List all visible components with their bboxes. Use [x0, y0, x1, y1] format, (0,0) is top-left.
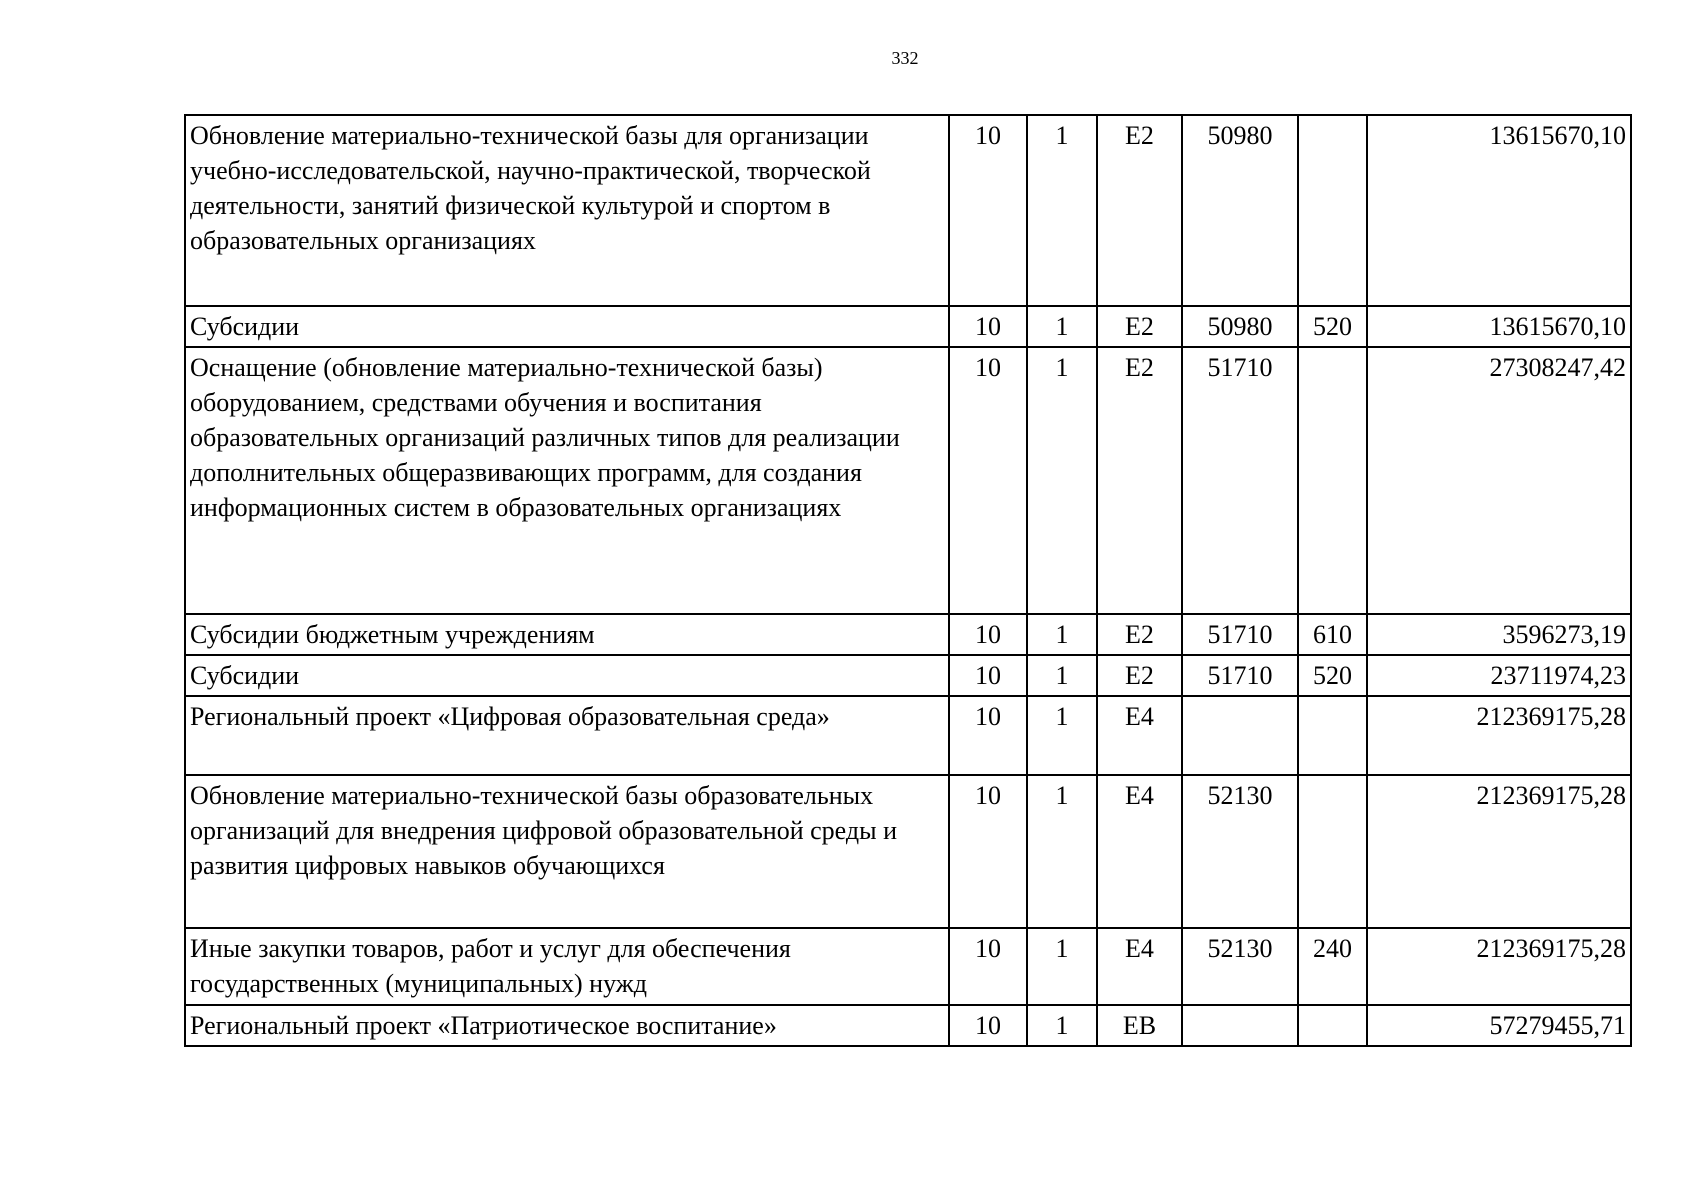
table-row	[185, 614, 1631, 655]
cell-section: 10	[949, 347, 1027, 614]
cell-subsection: 1	[1027, 306, 1097, 347]
cell-section: 10	[949, 614, 1027, 655]
cell-direction-code	[1182, 696, 1298, 775]
cell-direction-code: 52130	[1182, 928, 1298, 1005]
cell-program-code: E4	[1097, 775, 1182, 928]
table-row	[185, 306, 1631, 347]
row-name: Обновление материально-технической базы для организации учебно-исследовательской, научно-практической, творческой деятельности, занятий физической культурой и спортом в образовательных организациях	[185, 115, 949, 306]
row-name: Иные закупки товаров, работ и услуг для обеспечения государственных (муниципальных) нужд	[185, 928, 949, 1005]
cell-expense-type: 610	[1298, 614, 1367, 655]
cell-section: 10	[949, 928, 1027, 1005]
cell-direction-code: 51710	[1182, 655, 1298, 696]
cell-subsection: 1	[1027, 115, 1097, 306]
cell-program-code: E2	[1097, 655, 1182, 696]
cell-amount: 212369175,28	[1367, 696, 1631, 775]
cell-subsection: 1	[1027, 696, 1097, 775]
table-row	[185, 347, 1631, 614]
cell-section: 10	[949, 775, 1027, 928]
cell-amount: 212369175,28	[1367, 928, 1631, 1005]
row-name: Субсидии	[185, 655, 949, 696]
page-number: 332	[891, 48, 919, 68]
cell-subsection: 1	[1027, 928, 1097, 1005]
cell-direction-code: 51710	[1182, 614, 1298, 655]
table-row	[185, 1005, 1631, 1046]
cell-program-code: E2	[1097, 115, 1182, 306]
cell-subsection: 1	[1027, 347, 1097, 614]
cell-subsection: 1	[1027, 1005, 1097, 1046]
cell-program-code: E2	[1097, 347, 1182, 614]
cell-direction-code: 51710	[1182, 347, 1298, 614]
table-row	[185, 696, 1631, 775]
table-row	[185, 655, 1631, 696]
row-name: Региональный проект «Патриотическое воспитание»	[185, 1005, 949, 1046]
cell-program-code: E4	[1097, 928, 1182, 1005]
row-name: Оснащение (обновление материально-технической базы) оборудованием, средствами обучения и воспитания образовательных организаций различных типов для реализации дополнительных общеразвивающих программ, для создания информационных систем в образовательных организациях	[185, 347, 949, 614]
cell-program-code: EB	[1097, 1005, 1182, 1046]
cell-subsection: 1	[1027, 614, 1097, 655]
cell-expense-type	[1298, 347, 1367, 614]
cell-subsection: 1	[1027, 655, 1097, 696]
cell-amount: 3596273,19	[1367, 614, 1631, 655]
table-row	[185, 775, 1631, 928]
cell-direction-code: 50980	[1182, 115, 1298, 306]
row-name: Субсидии бюджетным учреждениям	[185, 614, 949, 655]
table-row	[185, 928, 1631, 1005]
cell-direction-code: 52130	[1182, 775, 1298, 928]
cell-amount: 13615670,10	[1367, 115, 1631, 306]
cell-expense-type	[1298, 115, 1367, 306]
cell-expense-type: 240	[1298, 928, 1367, 1005]
cell-subsection: 1	[1027, 775, 1097, 928]
cell-expense-type: 520	[1298, 306, 1367, 347]
cell-program-code: E2	[1097, 306, 1182, 347]
cell-expense-type	[1298, 696, 1367, 775]
cell-amount: 27308247,42	[1367, 347, 1631, 614]
cell-section: 10	[949, 1005, 1027, 1046]
cell-expense-type	[1298, 1005, 1367, 1046]
cell-section: 10	[949, 655, 1027, 696]
cell-amount: 23711974,23	[1367, 655, 1631, 696]
budget-table	[184, 114, 1632, 1047]
cell-section: 10	[949, 306, 1027, 347]
row-name: Субсидии	[185, 306, 949, 347]
cell-amount: 13615670,10	[1367, 306, 1631, 347]
cell-expense-type	[1298, 775, 1367, 928]
table-row	[185, 115, 1631, 306]
cell-program-code: E2	[1097, 614, 1182, 655]
cell-direction-code: 50980	[1182, 306, 1298, 347]
row-name: Обновление материально-технической базы образовательных организаций для внедрения цифровой образовательной среды и развития цифровых навыков обучающихся	[185, 775, 949, 928]
cell-amount: 212369175,28	[1367, 775, 1631, 928]
cell-section: 10	[949, 696, 1027, 775]
cell-amount: 57279455,71	[1367, 1005, 1631, 1046]
cell-program-code: E4	[1097, 696, 1182, 775]
cell-expense-type: 520	[1298, 655, 1367, 696]
cell-section: 10	[949, 115, 1027, 306]
row-name: Региональный проект «Цифровая образовательная среда»	[185, 696, 949, 775]
cell-direction-code	[1182, 1005, 1298, 1046]
